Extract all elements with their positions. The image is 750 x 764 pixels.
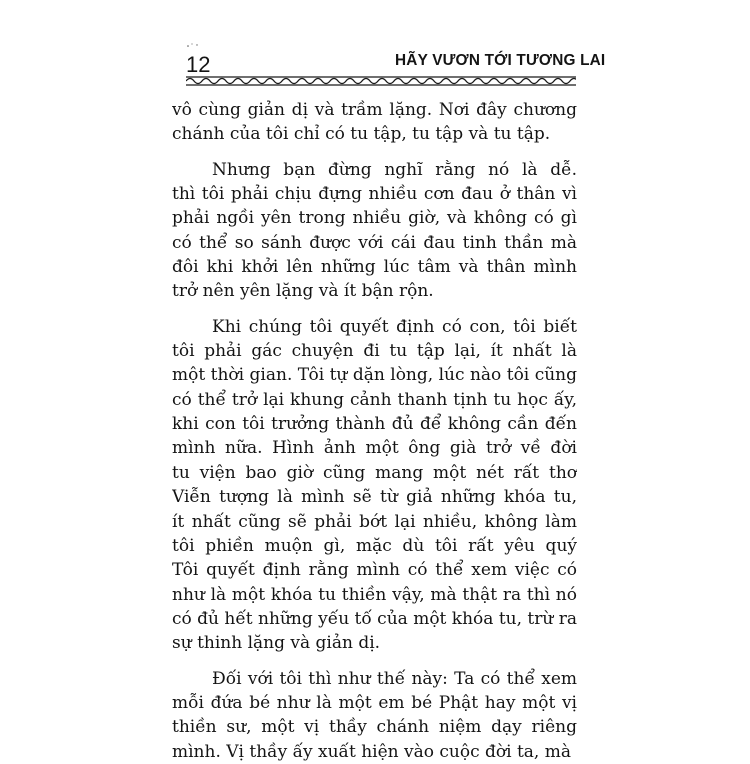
text-line: trở nên yên lặng và ít bận rộn.: [172, 281, 434, 302]
running-title: HÃY VƯƠN TỚI TƯƠNG LAI: [395, 52, 606, 69]
text-line: tu viện bao giờ cũng mang một nét rất thơ: [172, 462, 577, 483]
text-line: chánh của tôi chỉ có tu tập, tu tập và tu tập.: [172, 124, 551, 145]
text-line: phải ngồi yên trong nhiều giờ, và không có gì: [172, 208, 577, 229]
text-line: tôi phải gác chuyện đi tu tập lại, ít nhất là: [172, 341, 577, 362]
text-line: Viễn tượng là mình sẽ từ giả những khóa tu,: [172, 487, 577, 508]
body-text: [172, 98, 577, 764]
paragraph: [172, 667, 577, 764]
page-number: 12: [186, 52, 211, 77]
text-line: Tôi quyết định rằng mình có thể xem việc có: [172, 560, 577, 581]
text-line: thiền sư, một vị thầy chánh niệm dạy riêng: [172, 717, 577, 738]
text-line: thì tôi phải chịu đựng nhiều cơn đau ở thân vì: [172, 184, 577, 205]
text-line: có đủ hết những yếu tố của một khóa tu, trừ ra: [172, 608, 577, 629]
text-line: vô cùng giản dị và trầm lặng. Nơi đây chương: [172, 100, 577, 120]
paragraph: [172, 315, 577, 656]
paragraph: [172, 98, 577, 147]
text-line: Khi chúng tôi quyết định có con, tôi biết: [212, 316, 577, 337]
text-line: ít nhất cũng sẽ phải bớt lại nhiều, không làm: [172, 511, 577, 532]
text-line: có thể so sánh được với cái đau tinh thần mà: [172, 232, 577, 253]
text-line: Đối với tôi thì như thế này: Ta có thể xem: [212, 668, 577, 689]
text-line: tôi phiền muộn gì, mặc dù tôi rất yêu quý: [172, 535, 577, 556]
text-line: sự thinh lặng và giản dị.: [172, 633, 381, 654]
text-line: mình. Vị thầy ấy xuất hiện vào cuộc đời ta, mà: [172, 741, 571, 762]
text-line: như là một khóa tu thiền vậy, mà thật ra thì nó: [172, 584, 577, 605]
text-line: một thời gian. Tôi tự dặn lòng, lúc nào tôi cũng: [172, 365, 577, 386]
text-line: mỗi đứa bé như là một em bé Phật hay một vị: [172, 692, 577, 713]
text-line: mình nữa. Hình ảnh một ông già trở về đời: [172, 438, 577, 459]
text-line: đôi khi khởi lên những lúc tâm và thân mình: [172, 257, 577, 278]
text-line: khi con tôi trưởng thành đủ để không cần đến: [172, 414, 577, 435]
text-line: có thể trở lại khung cảnh thanh tịnh tu học ấy,: [172, 389, 577, 410]
paragraph: [172, 158, 577, 304]
text-line: Nhưng bạn đừng nghĩ rằng nó là dễ.: [212, 159, 577, 180]
ornamental-rule: [186, 74, 576, 88]
ink-speck-decoration: [186, 42, 200, 48]
